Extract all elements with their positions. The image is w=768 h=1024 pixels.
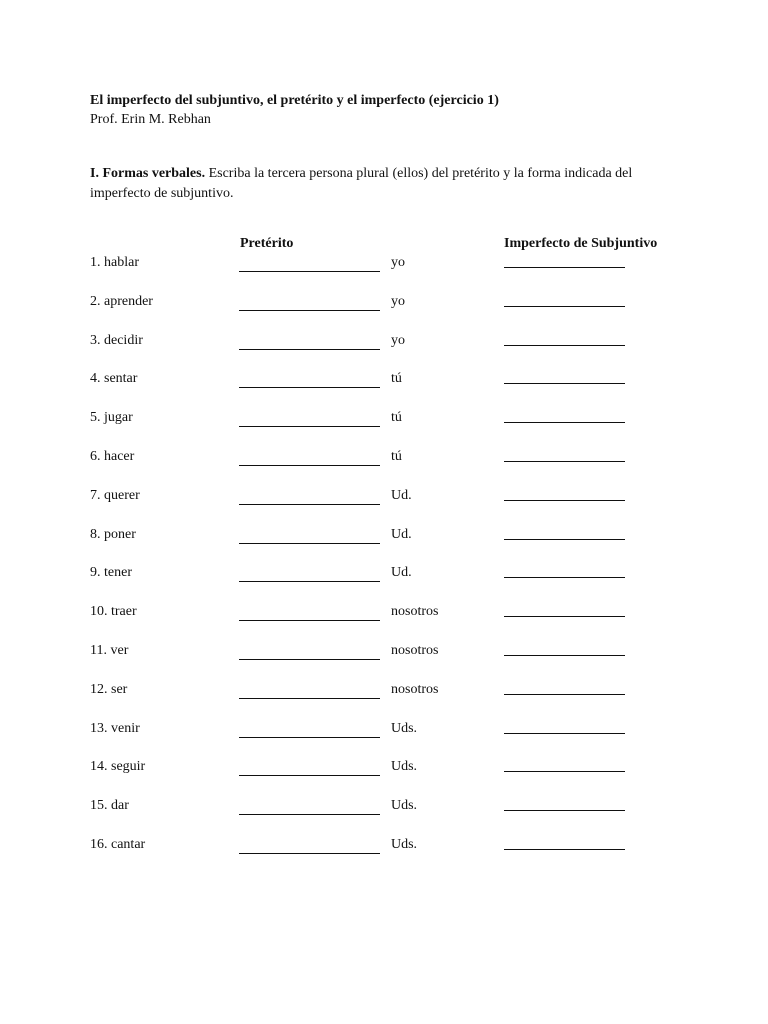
imperfecto-answer-blank[interactable] bbox=[504, 306, 625, 307]
preterito-answer-blank[interactable] bbox=[239, 775, 380, 776]
imperfecto-answer-blank[interactable] bbox=[504, 771, 625, 772]
pronoun-label: yo bbox=[391, 255, 405, 270]
preterito-answer-blank[interactable] bbox=[239, 737, 380, 738]
pronoun-label: tú bbox=[391, 410, 402, 425]
preterito-answer-blank[interactable] bbox=[239, 814, 380, 815]
imperfecto-answer-blank[interactable] bbox=[504, 694, 625, 695]
verb-label: 1. hablar bbox=[90, 255, 139, 270]
preterito-answer-blank[interactable] bbox=[239, 543, 380, 544]
verb-label: 16. cantar bbox=[90, 837, 146, 852]
verb-label: 2. aprender bbox=[90, 294, 153, 309]
preterito-answer-blank[interactable] bbox=[239, 620, 380, 621]
verb-label: 7. querer bbox=[90, 488, 140, 503]
imperfecto-answer-blank[interactable] bbox=[504, 733, 625, 734]
verb-label: 5. jugar bbox=[90, 410, 133, 425]
pronoun-label: nosotros bbox=[391, 643, 439, 658]
imperfecto-answer-blank[interactable] bbox=[504, 577, 625, 578]
preterito-answer-blank[interactable] bbox=[239, 504, 380, 505]
verb-label: 14. seguir bbox=[90, 759, 146, 774]
pronoun-label: Uds. bbox=[391, 837, 418, 852]
exercise-row bbox=[0, 333, 768, 353]
imperfecto-answer-blank[interactable] bbox=[504, 345, 625, 346]
pronoun-label: yo bbox=[391, 294, 405, 309]
pronoun-label: tú bbox=[391, 449, 402, 464]
pronoun-label: nosotros bbox=[391, 682, 439, 697]
verb-label: 9. tener bbox=[90, 565, 132, 580]
preterito-answer-blank[interactable] bbox=[239, 426, 380, 427]
pronoun-label: Ud. bbox=[391, 527, 412, 542]
column-header-preterito: Pretérito bbox=[240, 236, 294, 251]
exercise-row bbox=[0, 798, 768, 818]
verb-label: 13. venir bbox=[90, 721, 140, 736]
column-header-imperfecto: Imperfecto de Subjuntivo bbox=[504, 236, 658, 251]
exercise-row bbox=[0, 643, 768, 663]
imperfecto-answer-blank[interactable] bbox=[504, 500, 625, 501]
preterito-answer-blank[interactable] bbox=[239, 271, 380, 272]
exercise-row bbox=[0, 371, 768, 391]
instructions-text: Escriba la tercera persona plural (ellos) del pretérito y la forma indicada del imperfecto de subjuntivo. bbox=[90, 166, 633, 201]
verb-label: 12. ser bbox=[90, 682, 128, 697]
verb-label: 11. ver bbox=[90, 643, 129, 658]
instructions bbox=[90, 164, 690, 204]
preterito-answer-blank[interactable] bbox=[239, 465, 380, 466]
exercise-row bbox=[0, 255, 768, 275]
exercise-row bbox=[0, 721, 768, 741]
instructions-label: I. Formas verbales. bbox=[90, 166, 206, 181]
preterito-answer-blank[interactable] bbox=[239, 310, 380, 311]
exercise-row bbox=[0, 604, 768, 624]
verb-label: 6. hacer bbox=[90, 449, 135, 464]
exercise-row bbox=[0, 565, 768, 585]
verb-label: 15. dar bbox=[90, 798, 129, 813]
worksheet-title: El imperfecto del subjuntivo, el pretérito y el imperfecto (ejercicio 1) bbox=[90, 93, 499, 108]
worksheet-author: Prof. Erin M. Rebhan bbox=[90, 112, 211, 127]
imperfecto-answer-blank[interactable] bbox=[504, 383, 625, 384]
preterito-answer-blank[interactable] bbox=[239, 659, 380, 660]
verb-label: 3. decidir bbox=[90, 333, 143, 348]
imperfecto-answer-blank[interactable] bbox=[504, 810, 625, 811]
imperfecto-answer-blank[interactable] bbox=[504, 616, 625, 617]
pronoun-label: Ud. bbox=[391, 488, 412, 503]
pronoun-label: Uds. bbox=[391, 798, 418, 813]
preterito-answer-blank[interactable] bbox=[239, 349, 380, 350]
exercise-row bbox=[0, 294, 768, 314]
exercise-row bbox=[0, 759, 768, 779]
verb-label: 4. sentar bbox=[90, 371, 138, 386]
preterito-answer-blank[interactable] bbox=[239, 853, 380, 854]
verb-label: 8. poner bbox=[90, 527, 136, 542]
exercise-row bbox=[0, 488, 768, 508]
pronoun-label: Ud. bbox=[391, 565, 412, 580]
exercise-row bbox=[0, 410, 768, 430]
exercise-row bbox=[0, 449, 768, 469]
pronoun-label: yo bbox=[391, 333, 405, 348]
imperfecto-answer-blank[interactable] bbox=[504, 539, 625, 540]
pronoun-label: tú bbox=[391, 371, 402, 386]
exercise-row bbox=[0, 682, 768, 702]
imperfecto-answer-blank[interactable] bbox=[504, 461, 625, 462]
pronoun-label: nosotros bbox=[391, 604, 439, 619]
imperfecto-answer-blank[interactable] bbox=[504, 267, 625, 268]
exercise-row bbox=[0, 837, 768, 857]
exercise-row bbox=[0, 527, 768, 547]
preterito-answer-blank[interactable] bbox=[239, 387, 380, 388]
imperfecto-answer-blank[interactable] bbox=[504, 849, 625, 850]
verb-label: 10. traer bbox=[90, 604, 137, 619]
imperfecto-answer-blank[interactable] bbox=[504, 655, 625, 656]
preterito-answer-blank[interactable] bbox=[239, 698, 380, 699]
pronoun-label: Uds. bbox=[391, 721, 418, 736]
imperfecto-answer-blank[interactable] bbox=[504, 422, 625, 423]
pronoun-label: Uds. bbox=[391, 759, 418, 774]
preterito-answer-blank[interactable] bbox=[239, 581, 380, 582]
